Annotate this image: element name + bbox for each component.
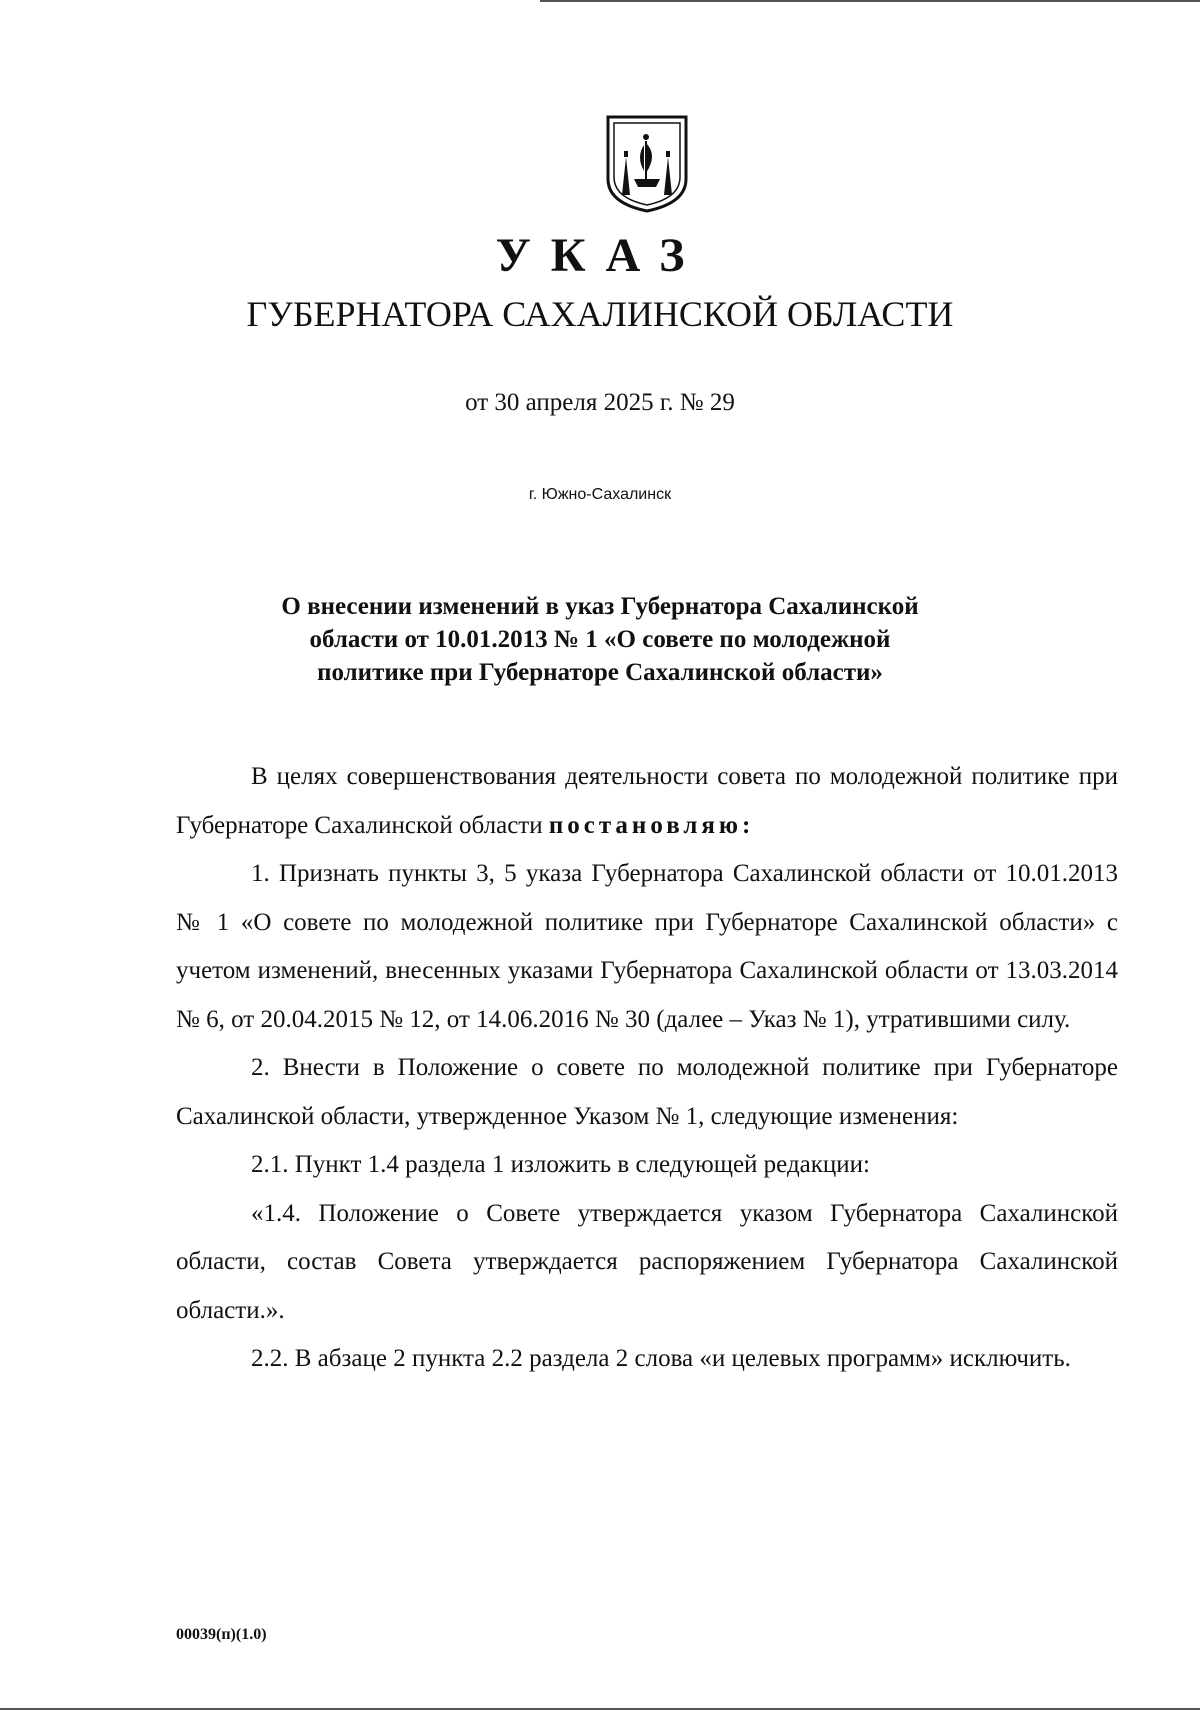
heading-line: области от 10.01.2013 № 1 «О совете по молодежной xyxy=(309,626,891,653)
heading-line: О внесении изменений в указ Губернатора Сахалинской xyxy=(281,593,919,620)
heading-line: политике при Губернаторе Сахалинской области» xyxy=(317,659,883,686)
document-subtitle: ГУБЕРНАТОРА САХАЛИНСКОЙ ОБЛАСТИ xyxy=(246,294,954,334)
scan-edge-bottom xyxy=(0,1708,1200,1710)
paragraph-item-1: 1. Признать пункты 3, 5 указа Губернатора Сахалинской области от 10.01.2013 № 1 «О совете по молодежной политике при Губернаторе Сахалинской области» с учетом изменений, внесенных указами Губернатора Сахалинской области от 13.03.2014 № 6, от 20.04.2015 № 12, от 14.06.2016 № 30 (далее – Указ № 1), утратившими силу. xyxy=(176,860,1118,1033)
paragraph-preamble xyxy=(176,753,1118,850)
paragraph-item-2: 2. Внести в Положение о совете по молодежной политике при Губернаторе Сахалинской области, утвержденное Указом № 1, следующие изменения: xyxy=(176,1054,1118,1130)
paragraph-item-2-1: 2.1. Пункт 1.4 раздела 1 изложить в следующей редакции: xyxy=(251,1151,870,1178)
paragraph-quote-1-4: «1.4. Положение о Совете утверждается указом Губернатора Сахалинской области, состав Совета утверждается распоряжением Губернатора Сахалинской области.». xyxy=(176,1199,1118,1324)
preamble-text: В целях совершенствования деятельности совета по молодежной политике при Губернаторе Сахалинской области xyxy=(176,763,1118,839)
document-body xyxy=(176,753,1118,1384)
document-title: УКАЗ xyxy=(495,229,705,282)
scan-edge-top xyxy=(540,0,1200,2)
paragraph-item-2-2: 2.2. В абзаце 2 пункта 2.2 раздела 2 слова «и целевых программ» исключить. xyxy=(251,1345,1071,1372)
form-code: 00039(п)(1.0) xyxy=(176,1626,267,1643)
document-date: от 30 апреля 2025 г. № 29 xyxy=(465,389,735,416)
document-heading xyxy=(200,590,1000,689)
sakhalin-coat-of-arms-icon xyxy=(602,113,692,213)
decree-word: постановляю: xyxy=(548,811,755,839)
document-city: г. Южно-Сахалинск xyxy=(528,486,672,503)
